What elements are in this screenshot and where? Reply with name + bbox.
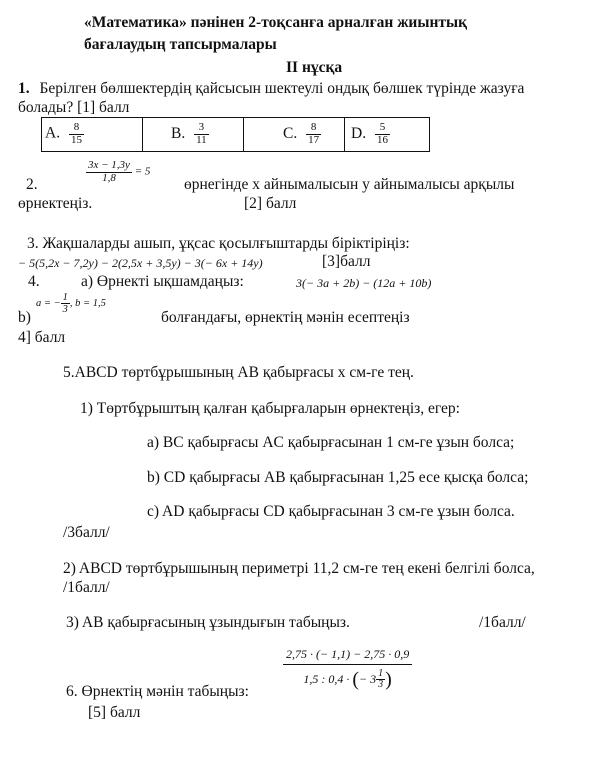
task1-line2: болады? [1] балл [18, 99, 130, 116]
task6-expression: 2,75 · (− 1,1) − 2,75 · 0,9 1,5 : 0,4 · (− 3 $\frac{1}{3}$ ) [283, 647, 412, 691]
task5-sub3: 3) AB қабырғасының ұзындығын табыңыз. [66, 614, 350, 631]
task5-intro: 5.ABCD төртбұрышының AB қабырғасы х см-ге тең. [63, 364, 414, 381]
task2-number: 2. [26, 176, 38, 193]
option-b: В. $\frac{3}{11}$ [143, 118, 244, 152]
task3-points: [3]балл [322, 253, 371, 270]
variant-title: ІІ нұсқа [286, 59, 343, 76]
option-c: С. $\frac{8}{17}$ [244, 118, 345, 152]
task5-sub1: 1) Төртбұрыштың қалған қабырғаларын өрнектеңіз, егер: [80, 400, 460, 417]
option-d: D. $\frac{5}{16}$ [345, 118, 430, 152]
task4-points: 4] балл [18, 329, 66, 346]
task5-cond-a: а) BC қабырғасы AC қабырғасынан 1 см-ге ұзын болса; [147, 434, 515, 451]
task5-cond-c: c) AD қабырғасы CD қабырғасынан 3 см-ге ұзын болса. [147, 503, 515, 520]
header-line1: «Математика» пәнінен 2-тоқсанға арналған жиынтық [84, 14, 468, 31]
task2-text2: өрнектеңіз. [18, 195, 93, 212]
task4-part-b: b) [18, 309, 31, 326]
task3-expression: − 5(5,2x − 7,2y) − 2(2,5x + 3,5y) − 3(− 6x + 14y) [18, 256, 263, 270]
task5-sub2-line2: /1балл/ [63, 579, 110, 596]
task4-condition: a = − $\frac{1}{3}$ , b = 1,5 [36, 292, 106, 316]
task2-formula: $\frac{3x - 1,3y}{1,8}$ = 5 [88, 159, 151, 184]
task6-text: 6. Өрнектің мәнін табыңыз: [66, 683, 249, 700]
task5-cond-b: b) CD қабырғасы AB қабырғасынан 1,25 есе қысқа болса; [147, 469, 529, 486]
task1-text: Берілген бөлшектердің қайсысын шектеулі ондық бөлшек түрінде жазуға [39, 80, 525, 97]
task5-points1: /3балл/ [63, 524, 110, 541]
task5-points3: /1балл/ [479, 614, 526, 631]
task1-number: 1. [18, 80, 30, 97]
task4-part-a: а) Өрнекті ықшамдаңыз: [81, 273, 244, 290]
task4-expression-a: 3(− 3a + 2b) − (12a + 10b) [296, 276, 432, 290]
task5-sub2-line1: 2) ABCD төртбұрышының периметрі 11,2 см-ге тең екені белгілі болса, [63, 560, 535, 577]
task2-text1: өрнегінде x айнымалысын y айнымалысы арқылы [184, 176, 515, 193]
task6-points: [5] балл [88, 704, 141, 721]
header-line2: бағалаудың тапсырмалары [84, 36, 277, 53]
task1-line1 [18, 80, 524, 98]
task3-text: 3. Жақшаларды ашып, ұқсас қосылғыштарды біріктіріңіз: [27, 235, 410, 252]
task2-points: [2] балл [244, 195, 297, 212]
task1-options-table [41, 117, 430, 152]
task4-part-b-text: болғандағы, өрнектің мәнін есептеңіз [161, 309, 410, 326]
task4-number: 4. [28, 273, 40, 290]
option-a: А. $\frac{8}{15}$ [42, 118, 143, 152]
